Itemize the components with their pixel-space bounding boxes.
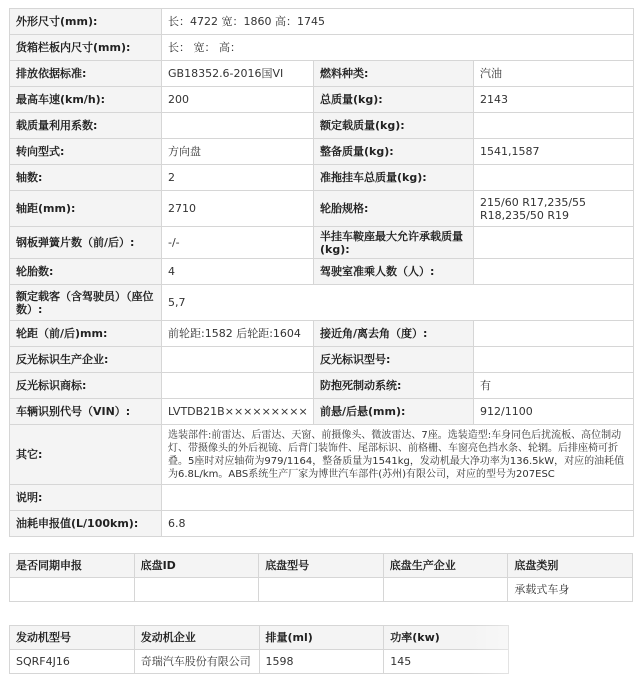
fuel-value: 汽油 [474, 61, 634, 87]
axles-value: 2 [162, 165, 314, 191]
load-util-value [162, 113, 314, 139]
engine-cell: 145 [384, 650, 509, 674]
chassis-header-cell: 是否同期申报 [10, 554, 135, 578]
engine-header-cell: 排量(ml) [259, 626, 384, 650]
load-util-label: 载质量利用系数: [10, 113, 162, 139]
dims-label: 外形尺寸(mm): [10, 9, 162, 35]
steering-label: 转向型式: [10, 139, 162, 165]
spec-row-dims [10, 9, 634, 35]
reflective-brand-value [162, 373, 314, 399]
steering-value: 方向盘 [162, 139, 314, 165]
tire-spec-value: 215/60 R17,235/55 R18,235/50 R19 [474, 191, 634, 227]
track-label: 轮距（前/后)mm: [10, 321, 162, 347]
wheelbase-label: 轴距(mm): [10, 191, 162, 227]
spec-row-cargo [10, 35, 634, 61]
spec-row-tires [10, 259, 634, 285]
semi-trailer-label: 半挂车鞍座最大允许承载质量(kg): [314, 227, 474, 259]
spec-row-wheelbase [10, 191, 634, 227]
total-mass-label: 总质量(kg): [314, 87, 474, 113]
other-label: 其它: [10, 425, 162, 485]
reflective-maker-label: 反光标识生产企业: [10, 347, 162, 373]
spec-row-emission [10, 61, 634, 87]
overhang-label: 前悬/后悬(mm): [314, 399, 474, 425]
wheelbase-value: 2710 [162, 191, 314, 227]
cab-label: 驾驶室准乘人数（人）: [314, 259, 474, 285]
tires-value: 4 [162, 259, 314, 285]
fuel-consumption-label: 油耗申报值(L/100km): [10, 511, 162, 537]
spec-row-springs [10, 227, 634, 259]
trailer-value [474, 165, 634, 191]
axles-label: 轴数: [10, 165, 162, 191]
fuel-label: 燃料种类: [314, 61, 474, 87]
chassis-table [9, 553, 633, 602]
note-label: 说明: [10, 485, 162, 511]
vin-value: LVTDB21B××××××××× [162, 399, 314, 425]
cab-value [474, 259, 634, 285]
spec-row-seats [10, 285, 634, 321]
spec-row-vin [10, 399, 634, 425]
speed-label: 最高车速(km/h): [10, 87, 162, 113]
chassis-cell: 承载式车身 [508, 578, 633, 602]
springs-label: 钢板弹簧片数（前/后）: [10, 227, 162, 259]
chassis-header-cell: 底盘类别 [508, 554, 633, 578]
emission-value: GB18352.6-2016国VI [162, 61, 314, 87]
angles-value [474, 321, 634, 347]
edge-fade [470, 620, 640, 677]
engine-table [9, 625, 509, 674]
other-value: 选装部件:前雷达、后雷达、天窗、前摄像头、微波雷达、7座。选装造型:车身同色后扰流板、高位制动灯、带摄像头的外后视镜、后背门装饰件、尾部标识、前格栅、车窗亮色挡水条、轮辋。后排座椅可折叠。5座时对应轴荷为979/1164，整备质量为1541kg，发动机最大净功率为136.5kW，对应的油耗值为6.8L/km。ABS系统生产厂家为博世汽车部件(苏州)有限公司，对应的型号为207ESC [162, 425, 634, 485]
engine-header-cell: 发动机企业 [134, 626, 259, 650]
track-value: 前轮距:1582 后轮距:1604 [162, 321, 314, 347]
chassis-cell [383, 578, 508, 602]
reflective-model-value [474, 347, 634, 373]
rated-load-value [474, 113, 634, 139]
seats-label: 额定载客（含驾驶员）（座位数）: [10, 285, 162, 321]
chassis-cell [10, 578, 135, 602]
chassis-data-row [10, 578, 633, 602]
curb-mass-value: 1541,1587 [474, 139, 634, 165]
spec-row-track [10, 321, 634, 347]
chassis-header-cell: 底盘ID [134, 554, 259, 578]
spec-row-reflective [10, 347, 634, 373]
spec-row-abs [10, 373, 634, 399]
engine-header-cell: 功率(kw) [384, 626, 509, 650]
spec-row-other [10, 425, 634, 485]
abs-value: 有 [474, 373, 634, 399]
spec-row-note [10, 485, 634, 511]
engine-data-row [10, 650, 509, 674]
engine-cell: 1598 [259, 650, 384, 674]
reflective-model-label: 反光标识型号: [314, 347, 474, 373]
chassis-cell [134, 578, 259, 602]
trailer-label: 准拖挂车总质量(kg): [314, 165, 474, 191]
note-value [162, 485, 634, 511]
engine-header-cell: 发动机型号 [10, 626, 135, 650]
spec-row-axles [10, 165, 634, 191]
engine-header-row [10, 626, 509, 650]
vin-label: 车辆识别代号（VIN）: [10, 399, 162, 425]
vehicle-spec-table [9, 8, 634, 537]
fuel-consumption-value: 6.8 [162, 511, 634, 537]
semi-trailer-value [474, 227, 634, 259]
abs-label: 防抱死制动系统: [314, 373, 474, 399]
tire-spec-label: 轮胎规格: [314, 191, 474, 227]
curb-mass-label: 整备质量(kg): [314, 139, 474, 165]
emission-label: 排放依据标准: [10, 61, 162, 87]
rated-load-label: 额定载质量(kg): [314, 113, 474, 139]
engine-cell: SQRF4J16 [10, 650, 135, 674]
overhang-value: 912/1100 [474, 399, 634, 425]
dims-value: 长：4722 宽：1860 高：1745 [162, 9, 634, 35]
chassis-header-cell: 底盘生产企业 [383, 554, 508, 578]
springs-value: -/- [162, 227, 314, 259]
seats-value: 5,7 [162, 285, 634, 321]
engine-cell: 奇瑞汽车股份有限公司 [134, 650, 259, 674]
reflective-brand-label: 反光标识商标: [10, 373, 162, 399]
chassis-header-cell: 底盘型号 [259, 554, 384, 578]
spec-row-speed [10, 87, 634, 113]
chassis-header-row [10, 554, 633, 578]
spec-row-steering [10, 139, 634, 165]
speed-value: 200 [162, 87, 314, 113]
spec-row-fuel-consumption [10, 511, 634, 537]
cargo-label: 货箱栏板内尺寸(mm): [10, 35, 162, 61]
reflective-maker-value [162, 347, 314, 373]
total-mass-value: 2143 [474, 87, 634, 113]
spec-row-load [10, 113, 634, 139]
chassis-cell [259, 578, 384, 602]
cargo-value: 长： 宽： 高： [162, 35, 634, 61]
angles-label: 接近角/离去角（度）: [314, 321, 474, 347]
tires-label: 轮胎数: [10, 259, 162, 285]
